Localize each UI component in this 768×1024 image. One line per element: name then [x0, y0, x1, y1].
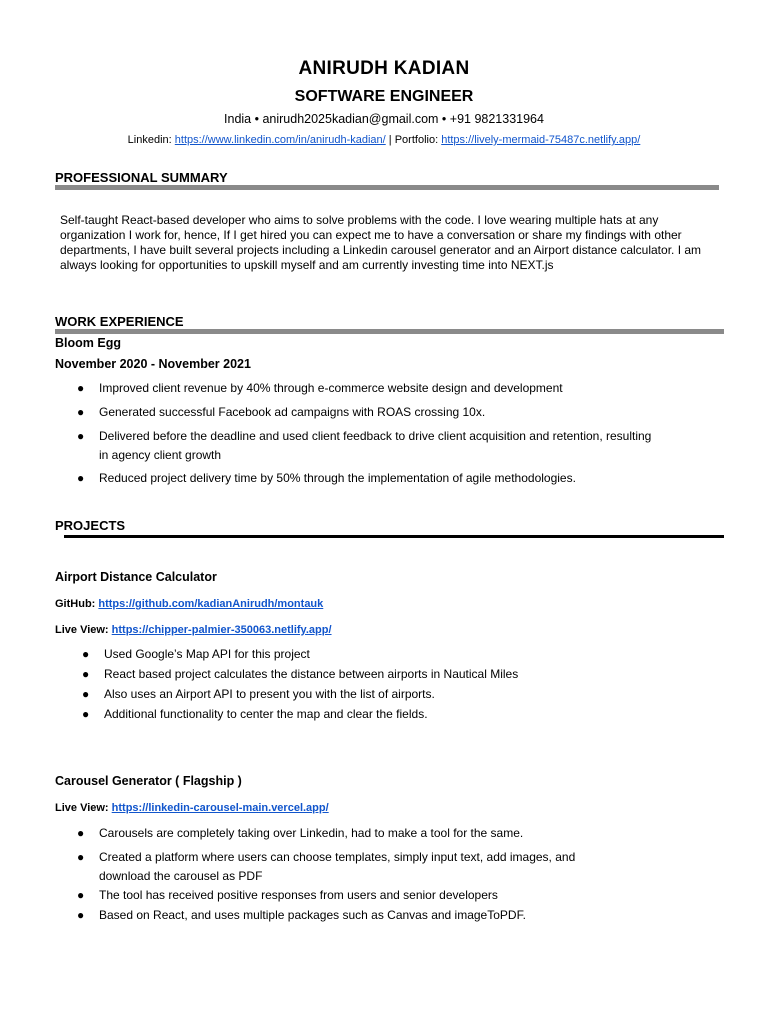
list-item: ● React based project calculates the distance between airports in Nautical Miles — [82, 667, 519, 681]
project-title: Carousel Generator ( Flagship ) — [55, 774, 242, 788]
github-link[interactable]: https://github.com/kadianAnirudh/montauk — [98, 598, 324, 610]
bullet-icon: ● — [77, 405, 85, 419]
list-item: ● Reduced project delivery time by 50% through the implementation of agile methodologies. — [77, 471, 576, 485]
live-view-label: Live View: — [55, 624, 109, 636]
experience-heading: WORK EXPERIENCE — [55, 314, 184, 329]
candidate-name: ANIRUDH KADIAN — [298, 58, 470, 79]
company-name: Bloom Egg — [55, 336, 121, 350]
bullet-icon: ● — [82, 687, 90, 701]
bullet-icon: ● — [77, 826, 85, 840]
list-item: ● Generated successful Facebook ad campaigns with ROAS crossing 10x. — [77, 405, 486, 419]
linkedin-link[interactable]: https://www.linkedin.com/in/anirudh-kadian/ — [174, 134, 386, 146]
experience-divider — [55, 329, 724, 334]
github-label: GitHub: — [55, 598, 96, 610]
bullet-icon: ● — [77, 888, 85, 902]
projects-divider — [64, 535, 724, 538]
bullet-icon: ● — [77, 381, 85, 395]
list-item: ● Carousels are completely taking over Linkedin, had to make a tool for the same. — [77, 826, 524, 840]
bullet-icon: ● — [82, 707, 90, 721]
bullet-icon: ● — [82, 667, 90, 681]
live-view-link[interactable]: https://chipper-palmier-350063.netlify.app/ — [111, 624, 332, 636]
live-view-label: Live View: — [55, 802, 109, 814]
list-item: ● The tool has received positive responses from users and senior developers — [77, 888, 498, 902]
list-item: ● Delivered before the deadline and used client feedback to drive client acquisition and retention, resulting in agency client growth — [77, 429, 652, 462]
project-title: Airport Distance Calculator — [55, 570, 217, 584]
employment-dates: November 2020 - November 2021 — [55, 357, 251, 371]
bullet-icon: ● — [82, 647, 90, 661]
portfolio-label: Portfolio: — [394, 134, 439, 146]
summary-text: Self-taught React-based developer who aims to solve problems with the code. I love wearing multiple hats at any organization I work for, hence, If I get hired you can expect me to have a conversation or share my findings with other departments, I have built several projects including a Linkedin carousel generator and an Airport distance calculator. I am always looking for opportunities to upskill myself and am currently investing time into NEXT.js — [60, 213, 702, 272]
list-item: ● Additional functionality to center the map and clear the fields. — [82, 707, 428, 721]
list-item: ● Improved client revenue by 40% through e-commerce website design and development — [77, 381, 563, 395]
projects-heading: PROJECTS — [55, 518, 126, 533]
project-bullets — [77, 826, 619, 923]
bullet-icon: ● — [77, 908, 85, 922]
summary-heading: PROFESSIONAL SUMMARY — [55, 170, 228, 185]
links-line — [0, 134, 768, 146]
live-view-line — [55, 624, 332, 636]
contact-line: India • anirudh2025kadian@gmail.com • +91 9821331964 — [224, 112, 544, 126]
live-view-link[interactable]: https://linkedin-carousel-main.vercel.app/ — [111, 802, 329, 814]
summary-divider — [55, 185, 719, 190]
list-item: ● Used Google’s Map API for this project — [82, 647, 310, 661]
linkedin-label: Linkedin: — [127, 134, 172, 146]
github-line — [55, 598, 323, 610]
bullet-icon: ● — [77, 850, 85, 864]
portfolio-link[interactable]: https://lively-mermaid-75487c.netlify.app/ — [441, 134, 641, 146]
live-view-line — [55, 802, 329, 814]
list-item: ● Also uses an Airport API to present you with the list of airports. — [82, 687, 435, 701]
job-title: SOFTWARE ENGINEER — [294, 88, 474, 105]
bullet-icon: ● — [77, 429, 85, 443]
bullet-icon: ● — [77, 471, 85, 485]
links-separator: | — [388, 134, 392, 146]
project-bullets — [82, 647, 664, 722]
experience-bullets — [77, 381, 659, 486]
list-item: ● Based on React, and uses multiple packages such as Canvas and imageToPDF. — [77, 908, 526, 922]
list-item: ● Created a platform where users can choose templates, simply input text, add images, and download the carousel as PDF — [77, 850, 576, 883]
